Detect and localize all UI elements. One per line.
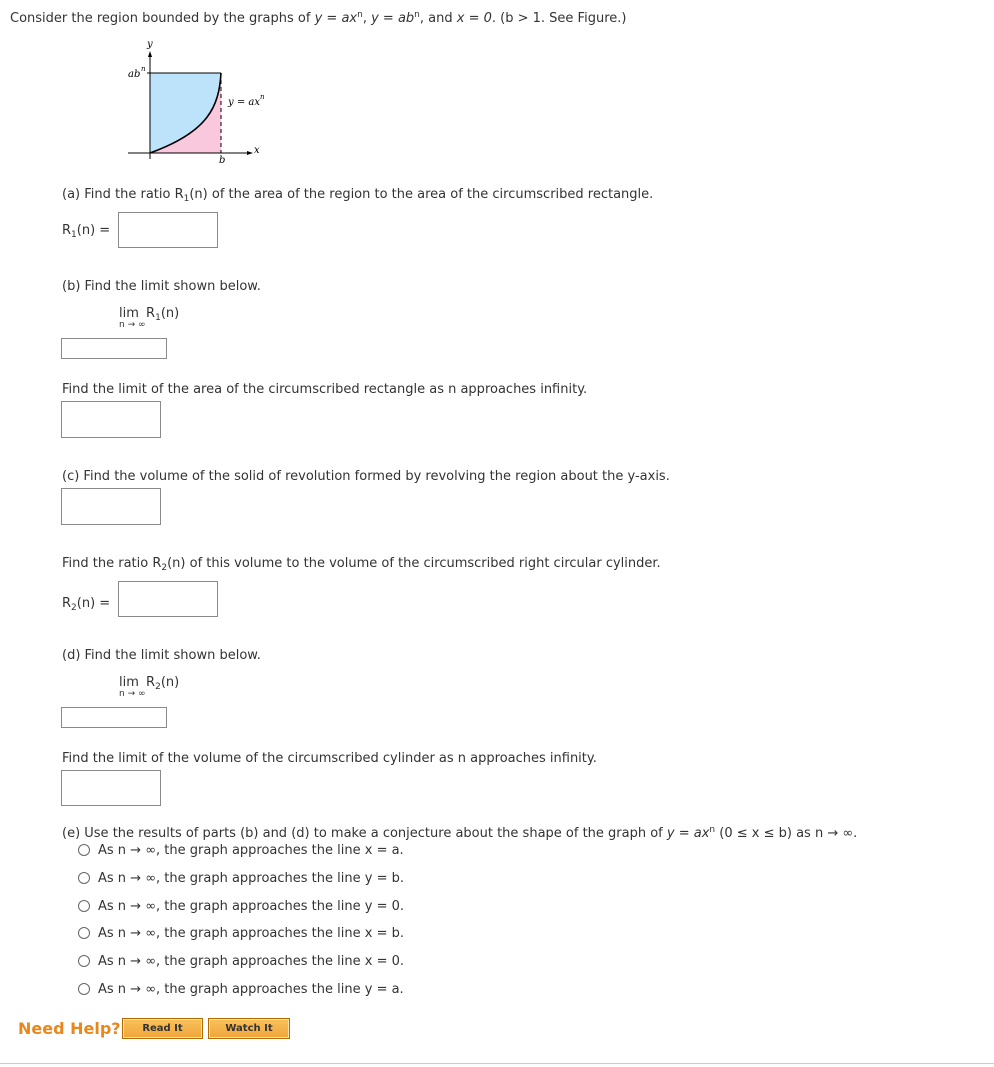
option-label: As n → ∞, the graph approaches the line x = b.: [98, 925, 404, 941]
problem-intro: Consider the region bounded by the graphs of $y = ax^n$, $y = ab^n$, and x = 0. (b > 1. See Figure.): [10, 10, 627, 26]
y-axis-arrow: [148, 51, 152, 57]
y-axis-label: y: [147, 39, 153, 50]
read-it-button[interactable]: Read It: [122, 1018, 203, 1039]
limit-expression-r1: $\lim R_1(n)$ n → ∞: [119, 306, 180, 330]
part-c-question: (c) Find the volume of the solid of revolution formed by revolving the region about the y-axis.: [62, 469, 670, 484]
r2-answer-input[interactable]: [118, 581, 218, 617]
limit-r1-answer-input[interactable]: [61, 338, 167, 359]
radio-button[interactable]: [78, 927, 90, 939]
x-axis-arrow: [247, 151, 253, 155]
part-a-question: (a) Find the ratio $R_1(n)$ of the area of the region to the area of the circumscribed rectangle.: [62, 187, 654, 204]
option-label: As n → ∞, the graph approaches the line x = 0.: [98, 953, 404, 969]
option-row[interactable]: [78, 924, 404, 942]
curve-exp-label: n: [260, 93, 265, 101]
curve-label: y = ax: [228, 97, 260, 108]
option-row[interactable]: [78, 841, 404, 859]
region-figure: [120, 37, 280, 167]
option-row[interactable]: [78, 980, 404, 998]
r1-label: $R_1(n)$ =: [62, 223, 111, 240]
x-axis-label: x: [254, 145, 260, 156]
radio-button[interactable]: [78, 983, 90, 995]
radio-button[interactable]: [78, 900, 90, 912]
option-label: As n → ∞, the graph approaches the line y = 0.: [98, 898, 404, 914]
cylinder-volume-limit-input[interactable]: [61, 770, 161, 806]
part-b-question2: Find the limit of the area of the circumscribed rectangle as n approaches infinity.: [62, 382, 588, 397]
part-d-question2: Find the limit of the volume of the circumscribed cylinder as n approaches infinity.: [62, 751, 597, 766]
watch-it-button[interactable]: Watch It: [208, 1018, 290, 1039]
b-label: b: [219, 155, 226, 166]
limit-expression-r2: $\lim R_2(n)$ n → ∞: [119, 675, 180, 699]
option-row[interactable]: [78, 869, 404, 887]
ab-exp-label: n: [141, 65, 146, 73]
option-row[interactable]: [78, 897, 404, 915]
option-label: As n → ∞, the graph approaches the line x = a.: [98, 842, 404, 858]
part-c-question2: Find the ratio $R_2(n)$ of this volume to the volume of the circumscribed right circular cylinder.: [62, 556, 661, 573]
radio-button[interactable]: [78, 844, 90, 856]
limit-r2-answer-input[interactable]: [61, 707, 167, 728]
option-row[interactable]: [78, 952, 404, 970]
radio-button[interactable]: [78, 955, 90, 967]
option-label: As n → ∞, the graph approaches the line y = b.: [98, 870, 404, 886]
radio-button[interactable]: [78, 872, 90, 884]
volume-answer-input[interactable]: [61, 488, 161, 525]
option-label: As n → ∞, the graph approaches the line y = a.: [98, 981, 404, 997]
part-e-question: (e) Use the results of parts (b) and (d) to make a conjecture about the shape of the graph of $y = ax^n$ (0 ≤ x ≤ b) as n → ∞.: [62, 825, 858, 841]
bottom-divider: [0, 1063, 994, 1064]
r1-answer-input[interactable]: [118, 212, 218, 248]
r2-label: $R_2(n)$ =: [62, 596, 111, 613]
ab-label: ab: [128, 69, 141, 80]
need-help-label: Need Help?: [18, 1019, 121, 1038]
part-b-question: (b) Find the limit shown below.: [62, 279, 261, 294]
part-d-question: (d) Find the limit shown below.: [62, 648, 261, 663]
rect-area-limit-input[interactable]: [61, 401, 161, 438]
